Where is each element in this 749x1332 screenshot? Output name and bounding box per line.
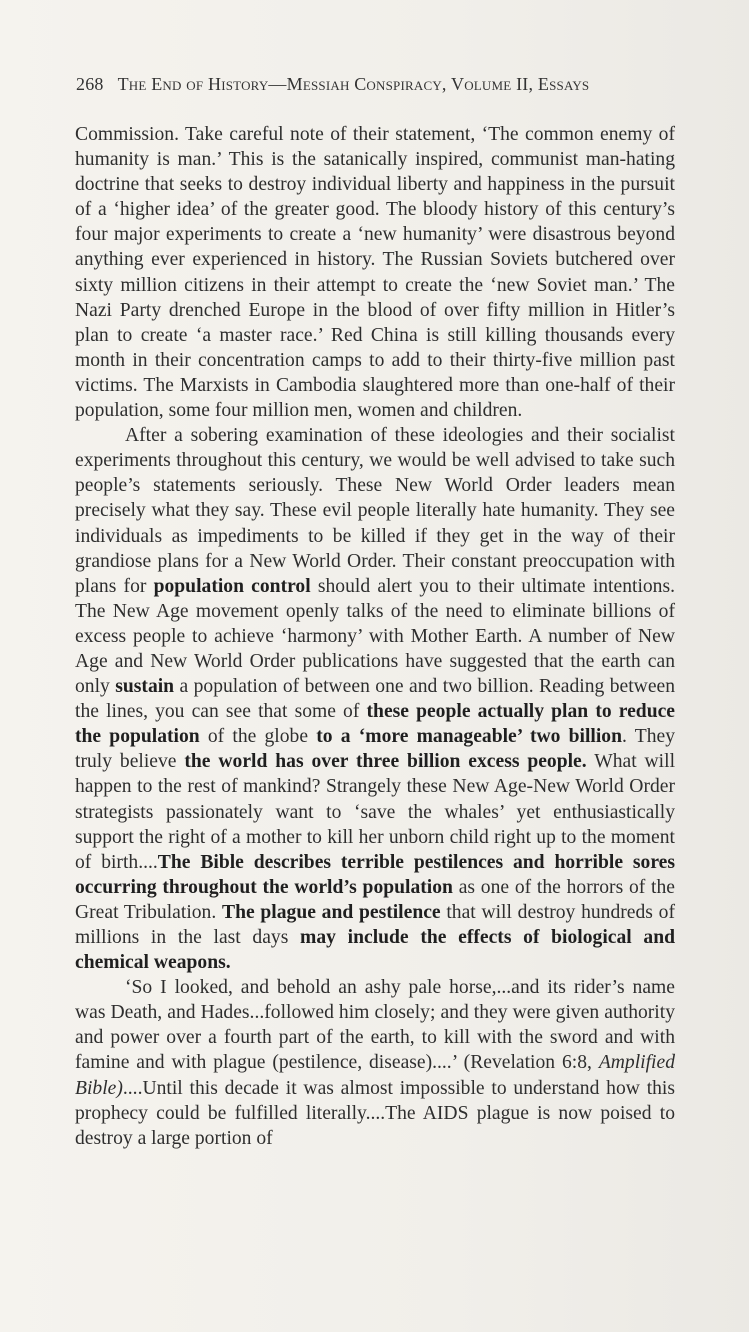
- bold-text: The Bible describes terrible pestilences and horrible sores occurring throughout the world’s population: [75, 851, 675, 898]
- text-run: What will happen to the rest of mankind? Strangely these New Age-New World Order strategists passionately want to ‘save the whales’ yet enthusiastically support the right of a mother to kill her unborn child right up to the moment of birth....: [75, 751, 676, 873]
- bold-text: The plague and pestilence: [222, 901, 441, 923]
- paragraph: [75, 122, 675, 423]
- text-run: ....Until this decade it was almost impossible to understand how this prophecy could be fulfilled literally....The AIDS plague is now poised to destroy a large portion of: [75, 1077, 675, 1149]
- bold-text: to a ‘more manageable’ two billion: [316, 726, 623, 748]
- bold-text: the world has over three billion excess people.: [184, 751, 587, 773]
- paragraph: [75, 975, 675, 1151]
- text-run: . They truly believe: [75, 726, 676, 773]
- bold-text: sustain: [115, 676, 175, 698]
- italic-text: Amplified Bible): [75, 1052, 675, 1099]
- text-run: as one of the horrors of the Great Tribulation.: [75, 876, 675, 923]
- text-run: After a sobering examination of these ideologies and their socialist experiments throughout this century, we would be well advised to take such people’s statements seriously. These New World Order leaders mean precisely what they say. These evil people literally hate humanity. They see individuals as impediments to be killed if they get in the way of their grandiose plans for a New World Order. Their constant preoccupation with plans for: [75, 425, 675, 597]
- text-run: that will destroy hundreds of millions in the last days: [75, 901, 675, 948]
- text-run: Commission. Take careful note of their statement, ‘The common enemy of humanity is man.’ This is the satanically inspired, communist man-hating doctrine that seeks to destroy individual liberty and happiness in the pursuit of a ‘higher idea’ of the greater good. The bloody history of this century’s four major experiments to create a ‘new humanity’ were disastrous beyond anything ever experienced in history. The Russian Soviets butchered over sixty million citizens in their attempt to create the ‘new Soviet man.’ The Nazi Party drenched Europe in the blood of over fifty million in Hitler’s plan to create ‘a master race.’ Red China is still killing thousands every month in their concentration camps to add to their thirty-five million past victims. The Marxists in Cambodia slaughtered more than one-half of their population, some four million men, women and children.: [75, 124, 675, 422]
- bold-text: may include the effects of biological and chemical weapons.: [75, 927, 676, 974]
- running-title: The End of History—Messiah Conspiracy, Volume II, Essays: [117, 74, 590, 94]
- text-run: a population of between one and two billion. Reading between the lines, you can see that some of: [75, 676, 676, 723]
- page-number: 268: [76, 74, 104, 94]
- text-run: of the globe: [199, 726, 317, 748]
- bold-text: population control: [153, 575, 311, 597]
- running-header: [76, 74, 676, 95]
- bold-text: these people actually plan to reduce the population: [75, 701, 675, 748]
- paragraph: [75, 423, 675, 975]
- text-run: ‘So I looked, and behold an ashy pale horse,...and its rider’s name was Death, and Hades...followed him closely; and they were given authority and power over a fourth part of the earth, to kill with the sword and with famine and with plague (pestilence, disease)....’ (Revelation 6:8,: [75, 977, 675, 1074]
- text-run: should alert you to their ultimate intentions. The New Age movement openly talks of the need to eliminate billions of excess people to achieve ‘harmony’ with Mother Earth. A number of New Age and New World Order publications have suggested that the earth can only: [75, 575, 675, 698]
- body-text: [75, 122, 675, 1151]
